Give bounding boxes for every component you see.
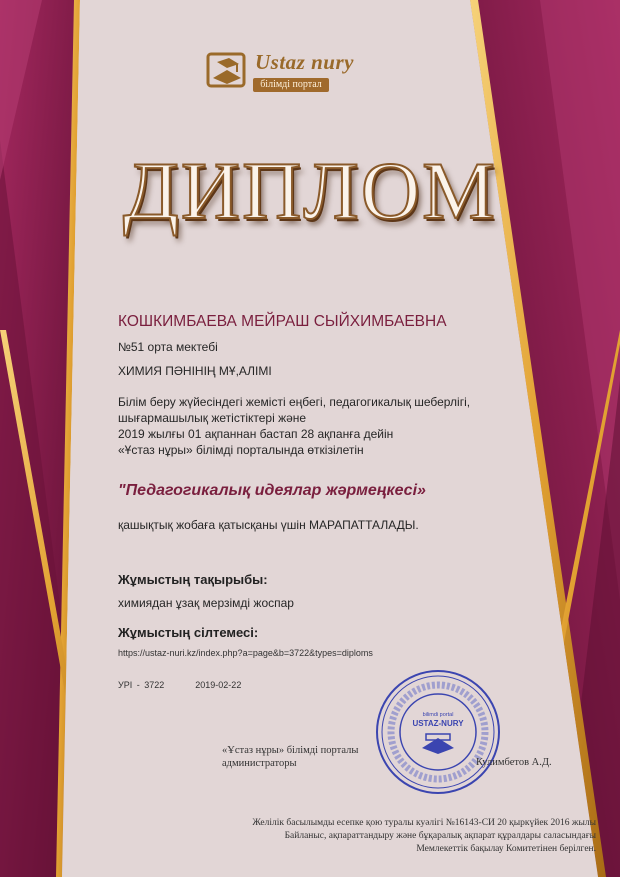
work-link[interactable]: https://ustaz-nuri.kz/index.php?a=page&b=3722&types=diploms <box>118 648 373 658</box>
footer-notice <box>252 817 596 856</box>
paragraph-line: 2019 жылғы 01 ақпаннан бастап 28 ақпанға дейін <box>118 427 394 441</box>
signer-name: Кулимбетов А.Д. <box>476 757 552 768</box>
book-hat-icon <box>205 48 249 92</box>
paragraph-line: шығармашылық жетістіктері және <box>118 411 307 425</box>
topic-label: Жұмыстың тақырыбы: <box>118 572 268 587</box>
award-text: қашықтық жобаға қатысқаны үшін МАРАПАТТАЛАДЫ. <box>118 518 419 532</box>
registration-date: 2019-02-22 <box>195 680 242 690</box>
registration-line <box>118 680 241 690</box>
paragraph-line: Білім беру жүйесіндегі жемісті еңбегі, педагогикалық шеберлігі, <box>118 395 471 409</box>
official-seal <box>374 668 502 796</box>
signature-block <box>222 744 358 770</box>
signature-title: «Ұстаз нұры» білімді порталы <box>222 745 359 756</box>
logo-subtitle: білімді портал <box>253 78 329 92</box>
event-title: "Педагогикалық идеялар жәрмеңкесі» <box>118 482 426 499</box>
footer-line: Желілік басылымды есепке қою туралы куәлігі №16143-СИ 20 қыркүйек 2016 жылы <box>252 818 596 828</box>
link-label: Жұмыстың сілтемесі: <box>118 625 259 640</box>
recipient-name: КОШКИМБАЕВА МЕЙРАШ СЫЙХИМБАЕВНА <box>118 313 447 330</box>
portal-logo <box>205 48 420 96</box>
logo-name: Ustaz nury <box>255 50 354 74</box>
recipient-position: ХИМИЯ ПӘНІНІҢ МҰ,АЛІМІ <box>118 364 272 378</box>
paragraph-line: «Ұстаз нұры» білімді порталында өткізілетін <box>118 443 364 457</box>
topic-value: химиядан ұзақ мерзімді жоспар <box>118 596 294 610</box>
footer-line: Байланыс, ақпараттандыру және бұқаралық ақпарат құралдары саласындағы <box>284 831 596 841</box>
signature-role: администраторы <box>222 758 297 769</box>
footer-line: Мемлекеттік бақылау Комитетінен берілген. <box>416 844 596 854</box>
seal-small-text: bilimdi portal <box>422 712 454 718</box>
seal-center-text: USTAZ-NURY <box>412 719 464 728</box>
registration-number: УРІ - 3722 <box>118 680 165 690</box>
school-name: №51 орта мектебі <box>118 340 218 354</box>
diploma-title: ДИПЛОМ <box>122 145 498 236</box>
award-paragraph <box>118 394 558 458</box>
